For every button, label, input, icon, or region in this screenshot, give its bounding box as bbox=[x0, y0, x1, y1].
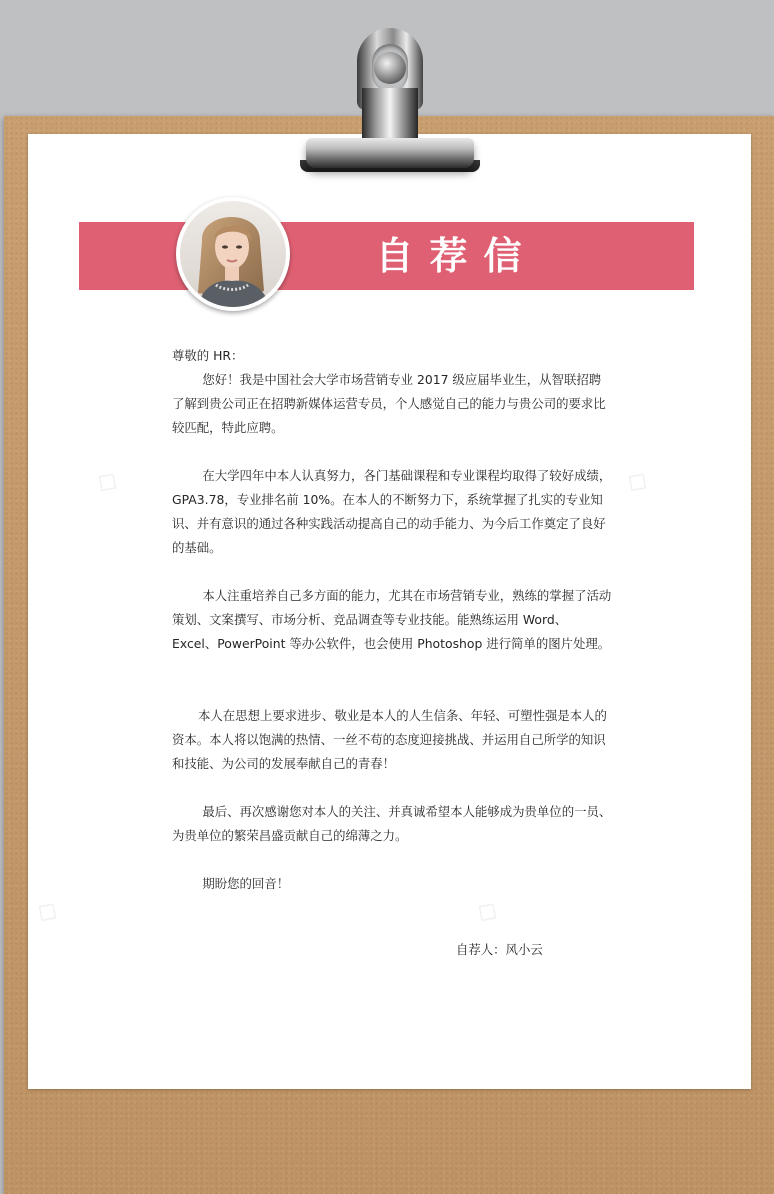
letter-greeting: 尊敬的 HR： bbox=[172, 348, 244, 363]
letter-body bbox=[172, 344, 612, 896]
avatar-portrait-icon bbox=[180, 201, 286, 307]
watermark-mark: ◇ bbox=[30, 890, 68, 931]
avatar bbox=[176, 197, 290, 311]
letter-closing: 期盼您的回音！ bbox=[202, 876, 290, 891]
letter-paragraph: 在大学四年中本人认真努力，各门基础课程和专业课程均取得了较好成绩，GPA3.78，专业排名前 10%。在本人的不断努力下，系统掌握了扎实的专业知识、并有意识的通过各种实践活动提高自己的动手能力、为今后工作奠定了良好的基础。 bbox=[172, 468, 612, 555]
watermark-mark: ◇ bbox=[620, 460, 658, 501]
letter-paragraph: 最后、再次感谢您对本人的关注、并真诚希望本人能够成为贵单位的一员、为贵单位的繁荣昌盛贡献自己的绵薄之力。 bbox=[172, 804, 612, 843]
binder-clip-base bbox=[306, 138, 474, 168]
watermark-mark: ◇ bbox=[90, 460, 128, 501]
watermark-mark: ◇ bbox=[470, 890, 508, 931]
binder-clip-stem bbox=[362, 88, 418, 140]
letter-paragraph: 您好！我是中国社会大学市场营销专业 2017 级应届毕业生，从智联招聘了解到贵公司正在招聘新媒体运营专员，个人感觉自己的能力与贵公司的要求比较匹配，特此应聘。 bbox=[172, 372, 606, 435]
binder-clip-bolt bbox=[374, 52, 406, 84]
letter-paragraph: 本人在思想上要求进步、敬业是本人的人生信条、年轻、可塑性强是本人的资本。本人将以饱满的热情、一丝不苟的态度迎接挑战、并运用自己所学的知识和技能、为公司的发展奉献自己的青春！ bbox=[172, 708, 607, 771]
letter-paragraph: 本人注重培养自己多方面的能力，尤其在市场营销专业，熟练的掌握了活动策划、文案撰写、市场分析、竞品调查等专业技能。能熟练运用 Word、Excel、PowerPoint 等办公软件，也会使用 Photoshop 进行简单的图片处理。 bbox=[172, 588, 612, 651]
letter-signature: 自荐人：风小云 bbox=[456, 942, 543, 957]
page-title: 自荐信 bbox=[375, 234, 538, 278]
